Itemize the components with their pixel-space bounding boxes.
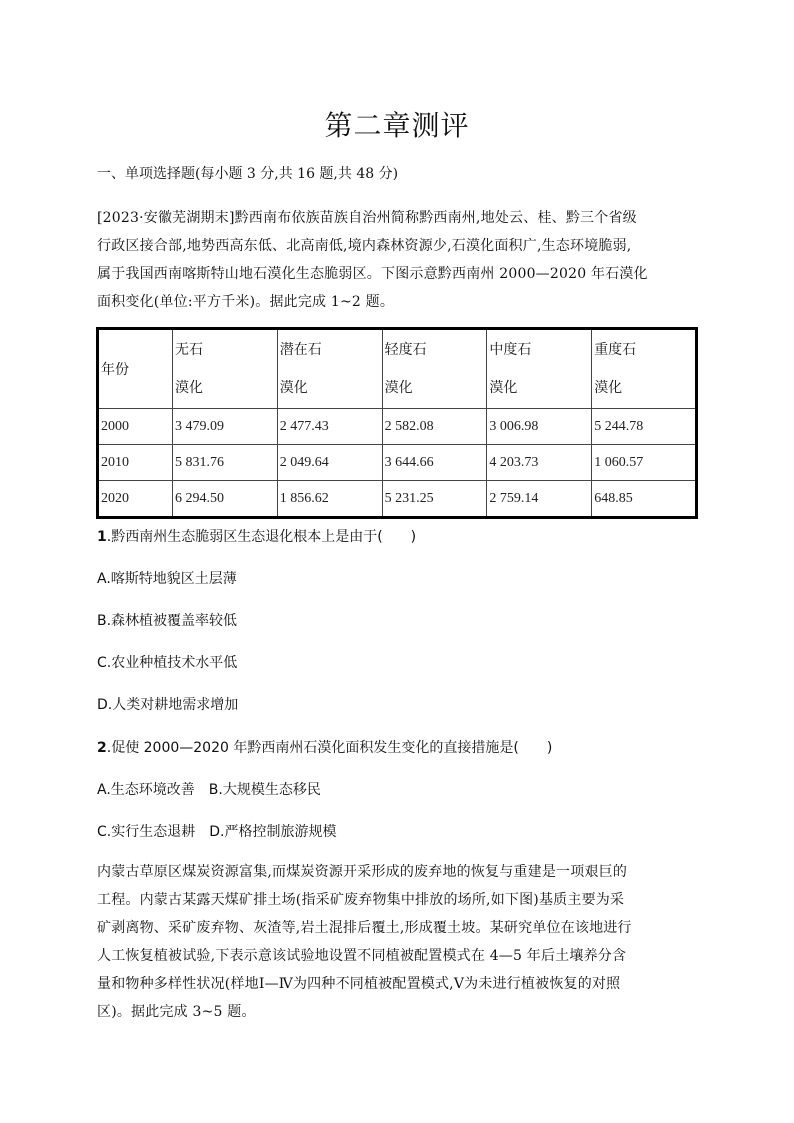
header-col: 轻度石 漠化	[382, 329, 487, 409]
table-cell: 2 582.08	[382, 409, 487, 445]
section-heading: 一、单项选择题(每小题 3 分,共 16 题,共 48 分)	[97, 166, 399, 182]
table-cell: 5 244.78	[592, 409, 697, 445]
passage-intro-2	[97, 858, 701, 1026]
question-number: 1	[97, 529, 107, 545]
table-cell: 3 006.98	[487, 409, 592, 445]
passage-line: [2023·安徽芜湖期末]黔西南布依族苗族自治州简称黔西南州,地处云、桂、黔三个省级	[97, 210, 637, 226]
table-cell: 5 231.25	[382, 481, 487, 518]
table-header-row	[98, 329, 697, 409]
question-text: .黔西南州生态脆弱区生态退化根本上是由于( )	[106, 529, 417, 545]
header-col: 无石 漠化	[173, 329, 278, 409]
table-row	[98, 481, 697, 518]
table-cell: 3 479.09	[173, 409, 278, 445]
passage-line: 区)。据此完成 3~5 题。	[97, 1004, 256, 1020]
option-a: A.喀斯特地貌区土层薄	[97, 571, 237, 587]
option-c-d: C.实行生态退耕 D.严格控制旅游规模	[97, 824, 337, 840]
table-cell: 3 644.66	[382, 445, 487, 481]
passage-line: 人工恢复植被试验,下表示意该试验地设置不同植被配置模式在 4—5 年后土壤养分含	[97, 948, 627, 964]
table-cell: 2000	[98, 409, 173, 445]
page-title: 第二章测评	[324, 109, 470, 142]
table-cell: 2 049.64	[277, 445, 382, 481]
question-text: .促使 2000—2020 年黔西南州石漠化面积发生变化的直接措施是( )	[106, 740, 553, 756]
header-col: 中度石 漠化	[487, 329, 592, 409]
passage-line: 工程。内蒙古某露天煤矿排土场(指采矿废弃物集中排放的场所,如下图)基质主要为采	[97, 892, 625, 908]
table-cell: 2010	[98, 445, 173, 481]
passage-intro-1	[97, 204, 701, 316]
table-row	[98, 445, 697, 481]
table-cell: 648.85	[592, 481, 697, 518]
table-row	[98, 409, 697, 445]
passage-line: 行政区接合部,地势西高东低、北高南低,境内森林资源少,石漠化面积广,生态环境脆弱,	[97, 238, 632, 254]
passage-line: 内蒙古草原区煤炭资源富集,而煤炭资源开采形成的废弃地的恢复与重建是一项艰巨的	[97, 864, 628, 880]
table-cell: 2 759.14	[487, 481, 592, 518]
table-cell: 2020	[98, 481, 173, 518]
table-cell: 1 856.62	[277, 481, 382, 518]
passage-line: 面积变化(单位:平方千米)。据此完成 1~2 题。	[97, 294, 395, 310]
table-cell: 6 294.50	[173, 481, 278, 518]
passage-line: 属于我国西南喀斯特山地石漠化生态脆弱区。下图示意黔西南州 2000—2020 年石漠化	[97, 266, 648, 282]
passage-line: 量和物种多样性状况(样地Ⅰ—Ⅳ为四种不同植被配置模式,Ⅴ为未进行植被恢复的对照	[97, 976, 621, 992]
question-number: 2	[97, 740, 107, 756]
table-cell: 4 203.73	[487, 445, 592, 481]
option-d: D.人类对耕地需求增加	[97, 697, 239, 713]
option-c: C.农业种植技术水平低	[97, 655, 238, 671]
option-b: B.森林植被覆盖率较低	[97, 613, 238, 629]
header-year: 年份	[98, 329, 173, 409]
passage-line: 矿剥离物、采矿废弃物、灰渣等,岩土混排后覆土,形成覆土坡。某研究单位在该地进行	[97, 920, 632, 936]
table-cell: 5 831.76	[173, 445, 278, 481]
table-cell: 2 477.43	[277, 409, 382, 445]
question-1	[97, 526, 416, 546]
table-cell: 1 060.57	[592, 445, 697, 481]
option-a-b: A.生态环境改善 B.大规模生态移民	[97, 782, 321, 798]
question-2	[97, 737, 552, 757]
desertification-table	[96, 327, 698, 519]
header-col: 重度石 漠化	[592, 329, 697, 409]
header-col: 潜在石 漠化	[277, 329, 382, 409]
